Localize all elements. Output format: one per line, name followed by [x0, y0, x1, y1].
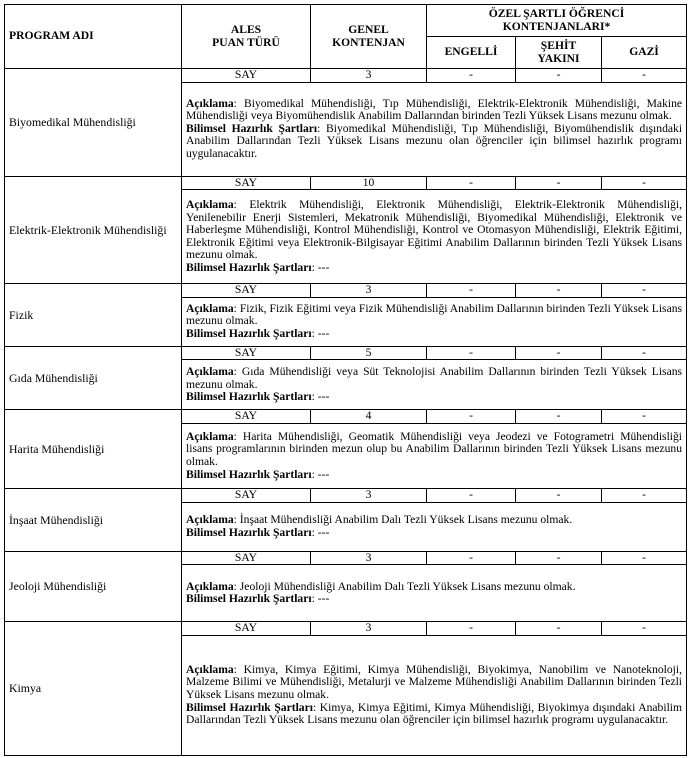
aciklama-text: Açıklama: Biyomedikal Mühendisliği, Tıp Mühendisliği, Elektrik-Elektronik Mühendisliği, Makine Mühendisliği veya Biyomühendislik Anabilim Dallarından birinden Tezli Yüksek Lisans mezunu olmak.	[186, 96, 683, 123]
engelli-kontenjan: -	[427, 551, 516, 565]
header-program-name: PROGRAM ADI	[5, 5, 182, 69]
program-description	[182, 502, 687, 551]
aciklama-text: Açıklama: İnşaat Mühendisliği Anabilim Dalı Tezli Yüksek Lisans mezunu olmak.	[186, 512, 573, 526]
program-name: Elektrik-Elektronik Mühendisliği	[5, 176, 182, 284]
ales-puan-turu: SAY	[182, 346, 311, 360]
engelli-kontenjan: -	[427, 346, 516, 360]
genel-kontenjan: 3	[311, 551, 427, 565]
gazi-kontenjan: -	[602, 69, 687, 83]
program-name: Kimya	[5, 622, 182, 756]
bilimsel-label: Bilimsel Hazırlık Şartları	[186, 700, 313, 714]
sehit-yakini-kontenjan: -	[516, 69, 602, 83]
bilimsel-label: Bilimsel Hazırlık Şartları	[186, 260, 312, 274]
bilimsel-hazirlik-text: Bilimsel Hazırlık Şartları: ---	[186, 525, 330, 539]
ales-puan-turu: SAY	[182, 69, 311, 83]
aciklama-text: Açıklama: Kimya, Kimya Eğitimi, Kimya Mühendisliği, Biyokimya, Nanobilim ve Nanoteknoloji, Malzeme Bilimi ve Mühendisliği, Metalurji ve Malzeme Mühendisliği Anabilim Dallarının birinden Tezli Yüksek Lisans mezunu olmak.	[186, 662, 683, 701]
program-row	[5, 69, 687, 83]
engelli-kontenjan: -	[427, 622, 516, 636]
ales-puan-turu: SAY	[182, 551, 311, 565]
program-row	[5, 284, 687, 298]
aciklama-text: Açıklama: Jeoloji Mühendisliği Anabilim Dalı Tezli Yüksek Lisans mezunu olmak.	[186, 579, 576, 593]
header-genel-kontenjan: GENEL KONTENJAN	[311, 5, 427, 69]
gazi-kontenjan: -	[602, 284, 687, 298]
bilimsel-label: Bilimsel Hazırlık Şartları	[186, 525, 312, 539]
sehit-yakini-kontenjan: -	[516, 622, 602, 636]
aciklama-label: Açıklama	[186, 96, 234, 110]
bilimsel-hazirlik-text: Bilimsel Hazırlık Şartları: Biyomedikal Mühendisliği, Tıp Mühendisliği, Biyomühendislik dışındaki Anabilim Dallarından Tezli Yüksek Lisans mezunu olan öğrenciler için bilimsel hazırlık programı uygulanacaktır.	[186, 121, 683, 160]
program-row	[5, 551, 687, 565]
engelli-kontenjan: -	[427, 69, 516, 83]
engelli-kontenjan: -	[427, 176, 516, 190]
gazi-kontenjan: -	[602, 176, 687, 190]
gazi-kontenjan: -	[602, 488, 687, 502]
bilimsel-label: Bilimsel Hazırlık Şartları	[186, 121, 318, 135]
program-description	[182, 297, 687, 346]
genel-kontenjan: 4	[311, 410, 427, 424]
engelli-kontenjan: -	[427, 284, 516, 298]
bilimsel-hazirlik-text: Bilimsel Hazırlık Şartları: ---	[186, 592, 330, 606]
program-name: Gıda Mühendisliği	[5, 346, 182, 410]
aciklama-text: Açıklama: Harita Mühendisliği, Geomatik Mühendisliği veya Jeodezi ve Fotogrametri Mühendisliği lisans programlarının birinden mezun olup bu Anabilim Dallarının birinden Tezli Yüksek Lisans mezunu olmak.	[186, 429, 683, 468]
aciklama-label: Açıklama	[186, 662, 234, 676]
bilimsel-hazirlik-text: Bilimsel Hazırlık Şartları: ---	[186, 390, 330, 404]
program-description	[182, 190, 687, 284]
aciklama-label: Açıklama	[186, 364, 234, 378]
genel-kontenjan: 3	[311, 488, 427, 502]
sehit-yakini-kontenjan: -	[516, 284, 602, 298]
gazi-kontenjan: -	[602, 622, 687, 636]
sehit-yakini-kontenjan: -	[516, 346, 602, 360]
program-description	[182, 565, 687, 622]
header-ozel-sartli: ÖZEL ŞARTLI ÖĞRENCİ KONTENJANLARI*	[427, 5, 687, 37]
ales-puan-turu: SAY	[182, 410, 311, 424]
bilimsel-hazirlik-text: Bilimsel Hazırlık Şartları: ---	[186, 327, 330, 341]
header-ales-puan-turu: ALES PUAN TÜRÜ	[182, 5, 311, 69]
aciklama-text: Açıklama: Fizik, Fizik Eğitimi veya Fizik Mühendisliği Anabilim Dallarının birinden Tezli Yüksek Lisans mezunu olmak.	[186, 301, 683, 328]
program-name: Harita Mühendisliği	[5, 410, 182, 489]
program-description	[182, 423, 687, 488]
program-body	[5, 69, 687, 756]
program-row	[5, 176, 687, 190]
ales-puan-turu: SAY	[182, 284, 311, 298]
engelli-kontenjan: -	[427, 488, 516, 502]
bilimsel-hazirlik-text: Bilimsel Hazırlık Şartları: ---	[186, 467, 330, 481]
program-description	[182, 635, 687, 755]
program-description	[182, 360, 687, 410]
bilimsel-hazirlik-text: Bilimsel Hazırlık Şartları: ---	[186, 260, 330, 274]
bilimsel-label: Bilimsel Hazırlık Şartları	[186, 327, 312, 341]
program-row	[5, 488, 687, 502]
ales-puan-turu: SAY	[182, 622, 311, 636]
program-row	[5, 410, 687, 424]
ales-puan-turu: SAY	[182, 176, 311, 190]
program-name: Fizik	[5, 284, 182, 347]
genel-kontenjan: 10	[311, 176, 427, 190]
genel-kontenjan: 5	[311, 346, 427, 360]
engelli-kontenjan: -	[427, 410, 516, 424]
bilimsel-label: Bilimsel Hazırlık Şartları	[186, 390, 312, 404]
aciklama-label: Açıklama	[186, 301, 234, 315]
gazi-kontenjan: -	[602, 410, 687, 424]
aciklama-label: Açıklama	[186, 579, 234, 593]
bilimsel-hazirlik-text: Bilimsel Hazırlık Şartları: Kimya, Kimya Eğitimi, Kimya Mühendisliği, Biyokimya dışındaki Anabilim Dallarından Tezli Yüksek Lisans mezunu olan öğrenciler için bilimsel hazırlık programı uygulanacaktır.	[186, 700, 683, 727]
program-table	[4, 4, 687, 756]
gazi-kontenjan: -	[602, 551, 687, 565]
bilimsel-label: Bilimsel Hazırlık Şartları	[186, 592, 312, 606]
aciklama-label: Açıklama	[186, 512, 234, 526]
aciklama-text: Açıklama: Gıda Mühendisliği veya Süt Teknolojisi Anabilim Dallarının birinden Tezli Yüksek Lisans mezunu olmak.	[186, 364, 683, 391]
gazi-kontenjan: -	[602, 346, 687, 360]
aciklama-text: Açıklama: Elektrik Mühendisliği, Elektronik Mühendisliği, Elektrik-Elektronik Mühendisliği, Yenilenebilir Enerji Sistemleri, Mekatronik Mühendisliği, Biyomedikal Mühendisliği, Elektronik ve Haberleşme Mühendisliği, Kontrol Mühendisliği, Kontrol ve Otomasyon Mühendisliği, Elektrik Eğitimi, Elektronik Eğitimi veya Elektronik-Bilgisayar Eğitimi Anabilim Dallarının birinden Tezli Yüksek Lisans mezunu olmak.	[186, 197, 683, 262]
program-name: İnşaat Mühendisliği	[5, 488, 182, 551]
program-name: Jeoloji Mühendisliği	[5, 551, 182, 622]
header-engelli: ENGELLİ	[427, 37, 516, 69]
sehit-yakini-kontenjan: -	[516, 410, 602, 424]
program-name: Biyomedikal Mühendisliği	[5, 69, 182, 177]
sehit-yakini-kontenjan: -	[516, 176, 602, 190]
genel-kontenjan: 3	[311, 69, 427, 83]
sehit-yakini-kontenjan: -	[516, 488, 602, 502]
program-row	[5, 346, 687, 360]
bilimsel-label: Bilimsel Hazırlık Şartları	[186, 467, 312, 481]
sehit-yakini-kontenjan: -	[516, 551, 602, 565]
aciklama-label: Açıklama	[186, 197, 234, 211]
ales-puan-turu: SAY	[182, 488, 311, 502]
header-gazi: GAZİ	[602, 37, 687, 69]
program-description	[182, 82, 687, 176]
genel-kontenjan: 3	[311, 622, 427, 636]
genel-kontenjan: 3	[311, 284, 427, 298]
header-sehit-yakini: ŞEHİT YAKINI	[516, 37, 602, 69]
aciklama-label: Açıklama	[186, 429, 234, 443]
program-row	[5, 622, 687, 636]
